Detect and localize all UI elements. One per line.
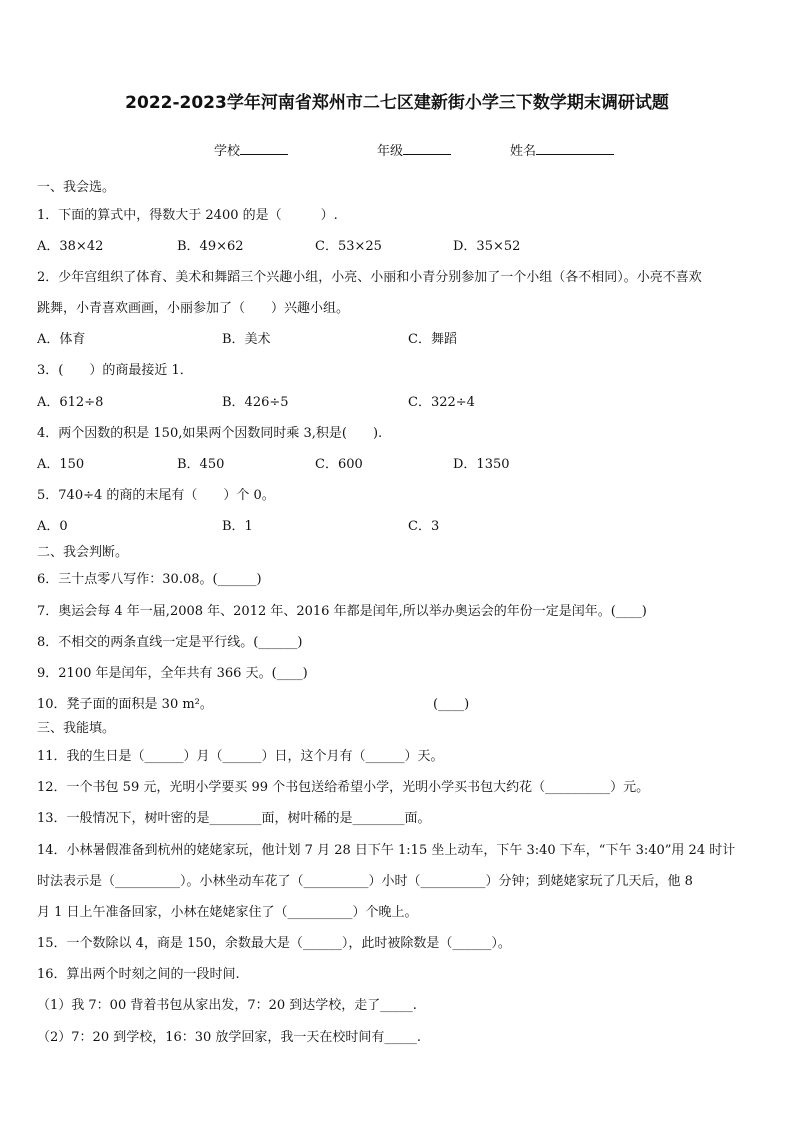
- question-14-line-2: 时法表示是（__________）。小林坐动车花了（__________）小时（__________）分钟；到姥姥家玩了几天后，他 8: [37, 874, 693, 889]
- school-label: 学校: [214, 144, 241, 159]
- q1-option-c: C．53×25: [315, 239, 382, 254]
- name-label: 姓名: [510, 144, 537, 159]
- question-15: 15．一个数除以 4，商是 150，余数最大是（______），此时被除数是（______）。: [37, 936, 511, 951]
- question-14-line-1: 14．小林暑假准备到杭州的姥姥家玩，他计划 7 月 28 日下午 1:15 坐上动车，下午 3:40 下车，“下午 3:40”用 24 时计: [37, 843, 736, 858]
- grade-blank: [403, 142, 451, 155]
- q4-option-c: C．600: [315, 457, 363, 472]
- q1-option-b: B．49×62: [177, 239, 244, 254]
- question-4: 4．两个因数的积是 150,如果两个因数同时乘 3,积是( ).: [37, 426, 383, 441]
- question-8: 8．不相交的两条直线一定是平行线。(______): [37, 635, 303, 650]
- section-heading-fill: 三、我能填。: [37, 721, 116, 736]
- question-9: 9．2100 年是闰年，全年共有 366 天。(____): [37, 666, 308, 681]
- question-12: 12．一个书包 59 元，光明小学要买 99 个书包送给希望小学，光明小学买书包大约花（__________）元。: [37, 780, 650, 795]
- q3-option-a: A．612÷8: [37, 395, 104, 410]
- question-10: 10．凳子面的面积是 30 m²。: [37, 697, 213, 712]
- question-7: 7．奥运会每 4 年一届,2008 年、2012 年、2016 年都是闰年,所以举办奥运会的年份一定是闰年。(____): [37, 604, 647, 619]
- name-blank: [536, 142, 614, 155]
- q5-option-a: A．0: [37, 519, 68, 534]
- q5-option-c: C．3: [408, 519, 440, 534]
- grade-label: 年级: [377, 144, 404, 159]
- question-14-line-3: 月 1 日上午准备回家，小林在姥姥家住了（__________）个晚上。: [37, 905, 418, 920]
- name-field: [510, 140, 614, 159]
- question-16-part-2: （2）7：20 到学校，16：30 放学回家，我一天在校时间有_____.: [37, 1030, 422, 1045]
- question-16: 16．算出两个时刻之间的一段时间.: [37, 967, 240, 982]
- section-heading-judge: 二、我会判断。: [37, 545, 129, 560]
- question-13: 13．一般情况下，树叶密的是________面，树叶稀的是________面。: [37, 811, 431, 826]
- q5-option-b: B．1: [222, 519, 253, 534]
- q1-option-a: A．38×42: [37, 239, 104, 254]
- question-5: 5．740÷4 的商的末尾有（ ）个 0。: [37, 488, 275, 503]
- q1-option-d: D．35×52: [453, 239, 521, 254]
- question-2-line-2: 跳舞，小青喜欢画画，小丽参加了（ ）兴趣小组。: [37, 301, 350, 316]
- grade-field: [377, 140, 451, 159]
- school-field: [214, 140, 288, 159]
- student-info-line: [0, 140, 794, 160]
- section-heading-choose: 一、我会选。: [37, 180, 116, 195]
- q3-option-c: C．322÷4: [408, 395, 475, 410]
- q2-option-c: C．舞蹈: [408, 332, 457, 347]
- q3-option-b: B．426÷5: [222, 395, 289, 410]
- question-1: 1．下面的算式中，得数大于 2400 的是（ ）.: [37, 208, 338, 223]
- q4-option-d: D．1350: [453, 457, 510, 472]
- page-title: 2022-2023学年河南省郑州市二七区建新街小学三下数学期末调研试题: [125, 93, 669, 113]
- q4-option-a: A．150: [37, 457, 85, 472]
- q4-option-b: B．450: [177, 457, 225, 472]
- school-blank: [240, 142, 288, 155]
- question-16-part-1: （1）我 7：00 背着书包从家出发，7：20 到达学校，走了_____.: [37, 998, 417, 1013]
- q2-option-b: B．美术: [222, 332, 271, 347]
- question-6: 6．三十点零八写作：30.08。(______): [37, 572, 262, 587]
- question-2-line-1: 2．少年宫组织了体育、美术和舞蹈三个兴趣小组，小亮、小丽和小青分别参加了一个小组（各不相同）。小亮不喜欢: [37, 270, 702, 285]
- question-10-blank: (____): [433, 697, 470, 712]
- q2-option-a: A．体育: [37, 332, 86, 347]
- question-3: 3．( ）的商最接近 1．: [37, 363, 193, 378]
- question-11: 11．我的生日是（______）月（______）日，这个月有（______）天。: [37, 749, 444, 764]
